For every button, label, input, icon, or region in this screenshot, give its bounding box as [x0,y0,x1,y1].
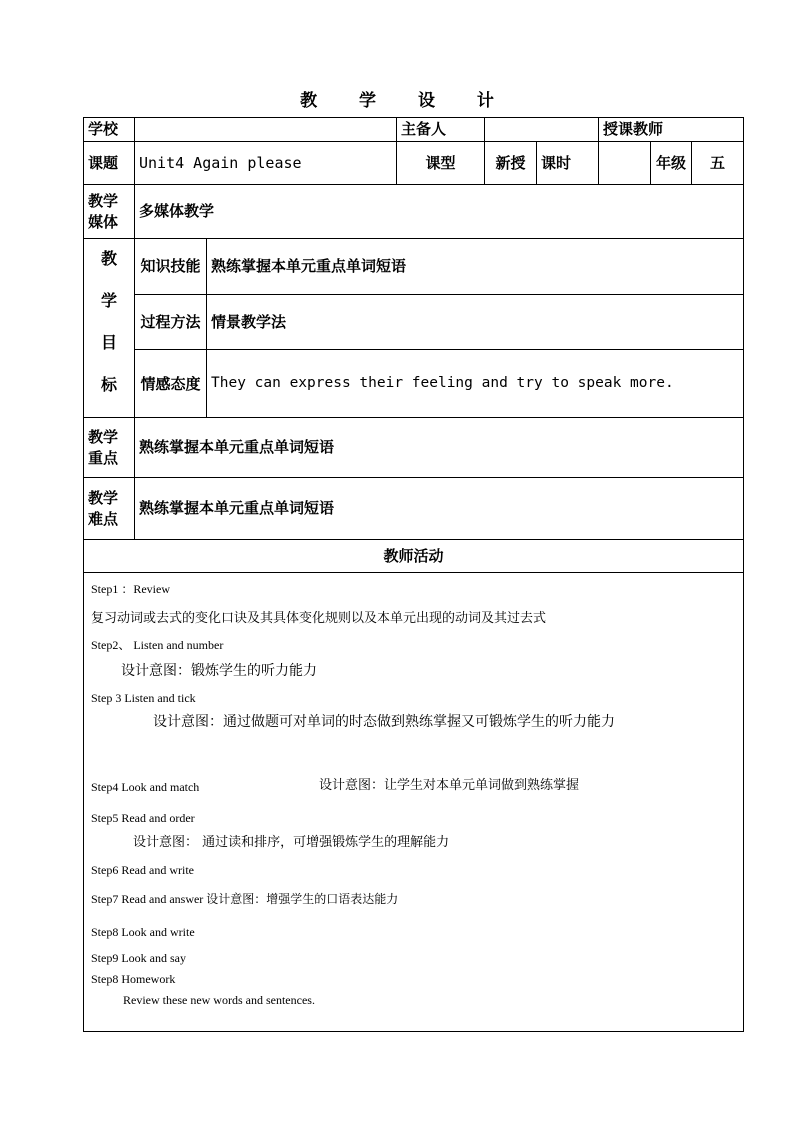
activity-line: Step2、 Listen and number [91,638,224,652]
topic-value: Unit4 Again please [135,142,397,185]
activity-line: Step4 Look and match [91,780,200,794]
grade-cell [651,142,744,185]
goals-label-char: 标 [100,375,117,394]
media-value: 多媒体教学 [135,185,744,239]
activity-line: 设计意图： 通过读和排序，可增强锻炼学生的理解能力 [133,835,450,850]
activity-line: 复习动词或去式的变化口诀及其具体变化规则以及本单元出现的动词及其过去式 [91,611,547,626]
topic-label: 课题 [84,142,135,185]
row-media [84,185,744,239]
row-topic [84,142,744,185]
row-goal-attitude [84,350,744,418]
activity-line: Step9 Look and say [91,951,186,965]
activity-line: Step1 ：Review [91,582,170,596]
activity-line: Review these new words and sentences. [123,993,315,1007]
grade-label: 年级 [651,142,692,184]
activities-header: 教师活动 [84,540,744,573]
media-label: 教学媒体 [84,185,135,239]
row-school [84,118,744,142]
document-title: 教 学 设 计 [300,91,512,111]
goals-label-char: 目 [100,333,117,352]
row-activities [84,573,744,1032]
activity-line: Step6 Read and write [91,863,194,877]
preparer-label: 主备人 [397,118,485,142]
hours-value [599,142,651,185]
goals-label [84,239,135,418]
goal-attitude-value: They can express their feeling and try to speak more. [207,350,744,418]
row-goal-process [84,294,744,350]
activity-line: 设计意图：让学生对本单元单词做到熟练掌握 [319,778,580,793]
row-difficulty [84,478,744,540]
school-label: 学校 [84,118,135,142]
goal-knowledge-label: 知识技能 [135,239,207,295]
goal-attitude-label: 情感态度 [135,350,207,418]
row-goal-knowledge [84,239,744,295]
row-activities-header [84,540,744,573]
grade-value: 五 [709,153,725,172]
goal-process-value: 情景教学法 [207,294,744,350]
difficulty-label: 教学难点 [84,478,135,540]
focus-value: 熟练掌握本单元重点单词短语 [135,418,744,478]
type-value: 新授 [485,142,537,185]
activity-line: 设计意图：通过做题可对单词的时态做到熟练掌握又可锻炼学生的听力能力 [153,714,615,730]
activity-line: 设计意图：锻炼学生的听力能力 [121,663,317,679]
goals-label-char: 教 [100,249,117,268]
goal-process-label: 过程方法 [135,294,207,350]
preparer-value [485,118,599,142]
activity-line: Step5 Read and order [91,811,195,825]
teacher-label: 授课教师 [599,118,744,142]
school-value [135,118,397,142]
focus-label: 教学重点 [84,418,135,478]
activities-body [84,573,744,1032]
lesson-plan-table [83,117,744,1032]
hours-label: 课时 [537,142,599,185]
activity-line: Step 3 Listen and tick [91,691,196,705]
goals-label-char: 学 [100,291,117,310]
difficulty-value: 熟练掌握本单元重点单词短语 [135,478,744,540]
goal-knowledge-value: 熟练掌握本单元重点单词短语 [207,239,744,295]
activity-line: Step8 Look and write [91,925,195,939]
row-focus [84,418,744,478]
activity-line: Step8 Homework [91,972,176,986]
activity-line: Step7 Read and answer 设计意图：增强学生的口语表达能力 [91,892,399,906]
type-label: 课型 [397,142,485,185]
